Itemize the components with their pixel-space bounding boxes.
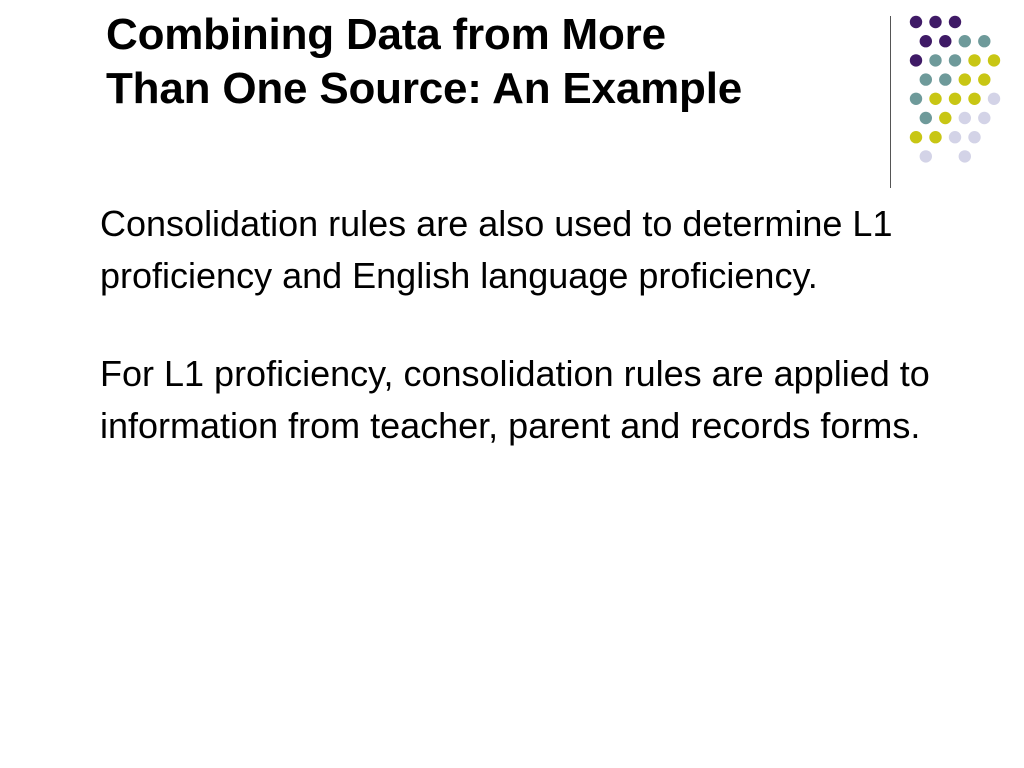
decorative-dot [959,112,971,124]
vertical-divider [890,16,891,188]
decorative-dot [929,93,941,105]
decorative-dot [949,131,961,143]
decorative-dot [968,93,980,105]
slide-body [100,198,960,498]
decorative-dot-grid [900,8,1010,168]
decorative-dot [939,35,951,47]
decorative-dot [910,93,922,105]
decorative-dot [910,54,922,66]
decorative-dot [988,93,1000,105]
decorative-dot [949,16,961,28]
decorative-dot [929,16,941,28]
decorative-dot [929,54,941,66]
decorative-dot [978,112,990,124]
decorative-dot [959,35,971,47]
decorative-dot [910,16,922,28]
decorative-dot [929,131,941,143]
decorative-dot [920,150,932,162]
decorative-dot [949,54,961,66]
decorative-dot [959,150,971,162]
title-line: Than One Source: An Example [106,64,742,113]
decorative-dot [959,73,971,85]
decorative-dot [920,112,932,124]
decorative-dot [920,73,932,85]
decorative-dot [949,93,961,105]
decorative-dot [939,73,951,85]
decorative-dot [978,35,990,47]
decorative-dot [939,112,951,124]
decorative-dot [910,131,922,143]
decorative-dot [968,131,980,143]
decorative-dot [978,73,990,85]
decorative-dot [968,54,980,66]
decorative-dot [920,35,932,47]
body-paragraph: For L1 proficiency, consolidation rules are applied to information from teacher, parent and records forms. [100,353,930,446]
body-paragraph: Consolidation rules are also used to determine L1 proficiency and English language proficiency. [100,203,893,296]
title-line: Combining Data from More [106,10,666,59]
slide-title [106,8,866,116]
decorative-dot [988,54,1000,66]
